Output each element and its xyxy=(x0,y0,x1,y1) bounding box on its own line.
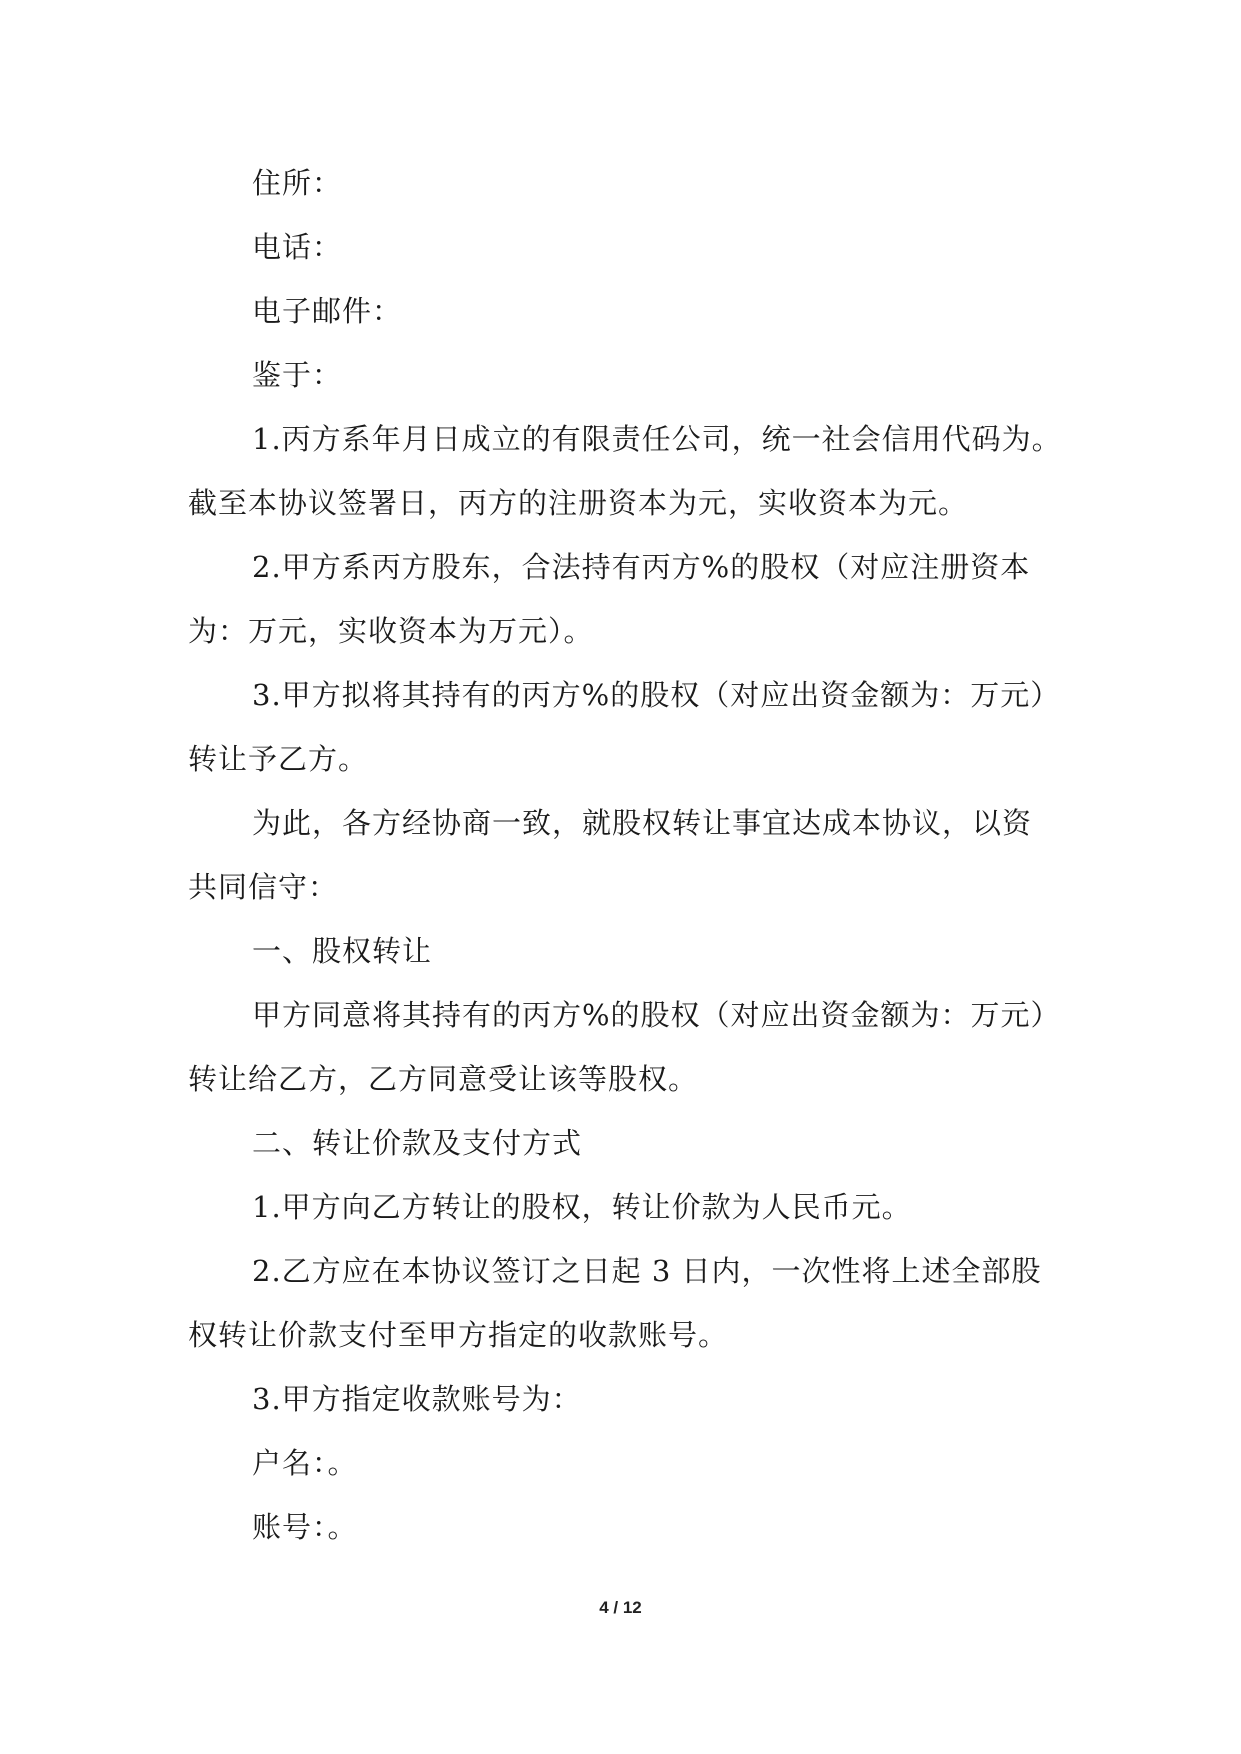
address-label: 住所： xyxy=(252,166,343,200)
paragraph-line: 甲方同意将其持有的丙方%的股权（对应出资金额为：万元） xyxy=(252,998,1061,1032)
account-number-label: 账号：。 xyxy=(252,1510,358,1544)
paragraph-line: 为此，各方经协商一致，就股权转让事宜达成本协议，以资 xyxy=(252,806,1033,840)
paragraph-line: 为：万元，实收资本为万元）。 xyxy=(188,614,594,648)
paragraph-line: 截至本协议签署日，丙方的注册资本为元，实收资本为元。 xyxy=(188,486,969,520)
paragraph-line: 1.甲方向乙方转让的股权，转让价款为人民币元。 xyxy=(252,1190,912,1224)
account-name-label: 户名：。 xyxy=(252,1446,358,1480)
paragraph-line: 转让予乙方。 xyxy=(188,742,369,776)
paragraph-line: 2.甲方系丙方股东，合法持有丙方%的股权（对应注册资本 xyxy=(252,550,1031,584)
whereas-heading: 鉴于： xyxy=(252,358,343,392)
phone-label: 电话： xyxy=(252,230,343,264)
paragraph-line: 1.丙方系年月日成立的有限责任公司，统一社会信用代码为。 xyxy=(252,422,1062,456)
paragraph-line: 2.乙方应在本协议签订之日起 3 日内，一次性将上述全部股 xyxy=(252,1254,1042,1288)
section-heading: 二、转让价款及支付方式 xyxy=(252,1126,583,1160)
section-heading: 一、股权转让 xyxy=(252,934,433,968)
paragraph-line: 转让给乙方，乙方同意受让该等股权。 xyxy=(188,1062,699,1096)
paragraph-line: 3.甲方指定收款账号为： xyxy=(252,1382,582,1416)
paragraph-line: 权转让价款支付至甲方指定的收款账号。 xyxy=(188,1318,729,1352)
paragraph-line: 共同信守： xyxy=(188,870,339,904)
page-number: 4 / 12 xyxy=(599,1598,642,1617)
email-label: 电子邮件： xyxy=(252,294,403,328)
paragraph-line: 3.甲方拟将其持有的丙方%的股权（对应出资金额为：万元） xyxy=(252,678,1061,712)
